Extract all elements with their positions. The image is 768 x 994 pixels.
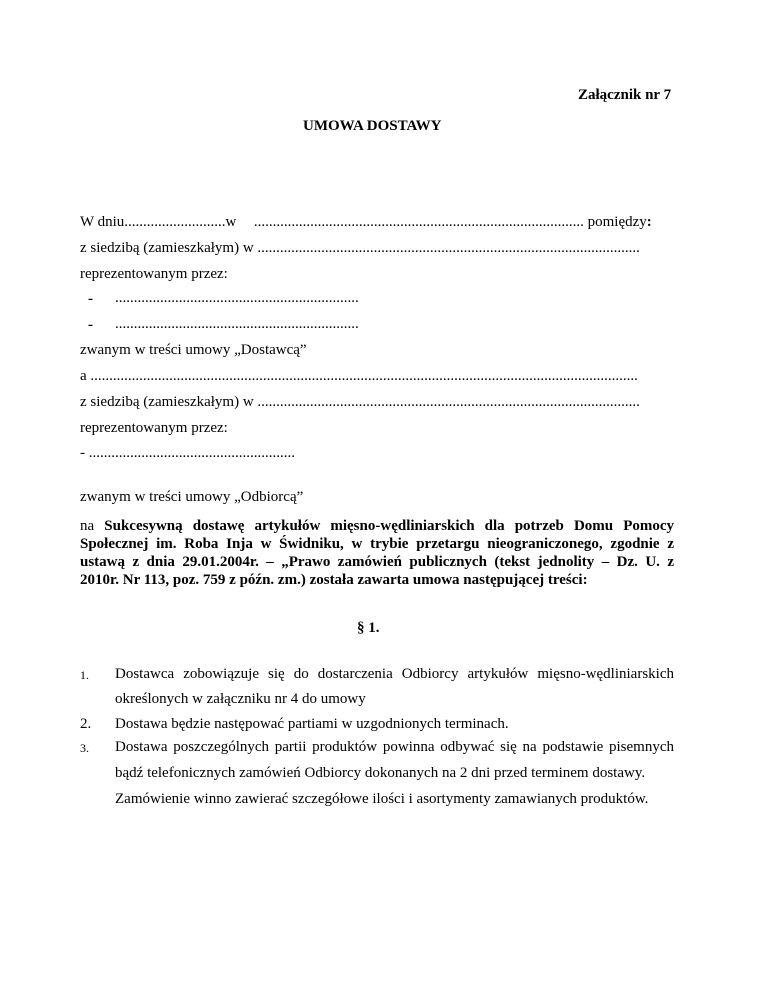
- item-1-line-1-wrap: [115, 667, 674, 682]
- section-1-heading: § 1.: [357, 620, 380, 636]
- representative-dash-1: -: [88, 291, 93, 307]
- intro-line-3: ustawą z dnia 29.01.2004r. – „Prawo zamówień publicznych (tekst jednolity – Dz. U. z: [80, 554, 674, 570]
- item-1-line-2: określonych w załączniku nr 4 do umowy: [115, 691, 366, 707]
- item-2-number: 2.: [80, 716, 92, 732]
- supplier-represented-label: reprezentowanym przez:: [80, 266, 228, 282]
- item-1-line-1: Dostawca zobowiązuje się do dostarczenia Odbiorcy artykułów mięsno-wędliniarskich: [115, 666, 674, 682]
- item-1-number: 1.: [80, 668, 89, 682]
- item-3-line-1-wrap: [115, 740, 674, 755]
- supplier-designation: zwanym w treści umowy „Dostawcą”: [80, 342, 307, 358]
- date-field: W dniu...........................w: [80, 214, 237, 230]
- representative-dots-1: .................................................................: [115, 290, 359, 306]
- intro-line-4: 2010r. Nr 113, poz. 759 z późn. zm.) została zawarta umowa następującej treści:: [80, 572, 588, 588]
- annex-label: Załącznik nr 7: [578, 87, 672, 103]
- recipient-seat-line: z siedzibą (zamieszkałym) w ......................................................................................................: [80, 394, 640, 410]
- item-2-line-1: Dostawa będzie następować partiami w uzgodnionych terminach.: [115, 716, 509, 732]
- intro-prefix: na: [80, 518, 95, 534]
- between-field: ........................................................................................ pomiędzy: [253, 214, 647, 230]
- representative-dash-2: -: [88, 317, 93, 333]
- intro-line-1: [80, 517, 674, 535]
- item-3-line-1: Dostawa poszczególnych partii produktów powinna odbywać się na podstawie pisemnych: [115, 739, 674, 755]
- item-3-line-3: Zamówienie winno zawierać szczegółowe ilości i asortymenty zamawianych produktów.: [115, 791, 649, 807]
- representative-dots-2: .................................................................: [115, 316, 359, 332]
- intro-paragraph: [80, 517, 674, 589]
- document-title: UMOWA DOSTAWY: [303, 118, 442, 134]
- recipient-designation: zwanym w treści umowy „Odbiorcą”: [80, 489, 304, 505]
- item-3-number: 3.: [80, 741, 89, 755]
- item-3-line-2: bądź telefonicznych zamówień Odbiorcy dokonanych na 2 dni przed terminem dostawy.: [115, 765, 646, 781]
- supplier-seat-line: z siedzibą (zamieszkałym) w ......................................................................................................: [80, 240, 640, 256]
- intro-text-1: Sukcesywną dostawę artykułów mięsno-wędliniarskich dla potrzeb Domu Pomocy: [104, 518, 675, 534]
- party-date-line: [80, 215, 652, 230]
- recipient-represented-label: reprezentowanym przez:: [80, 420, 228, 436]
- colon: :: [646, 214, 652, 230]
- intro-line-2: Społecznej im. Roba Inja w Świdniku, w trybie przetargu nieograniczonego, zgodnie z: [80, 536, 674, 552]
- recipient-representative: - .......................................................: [80, 445, 295, 461]
- recipient-line: a ..................................................................................................................................................: [80, 368, 638, 384]
